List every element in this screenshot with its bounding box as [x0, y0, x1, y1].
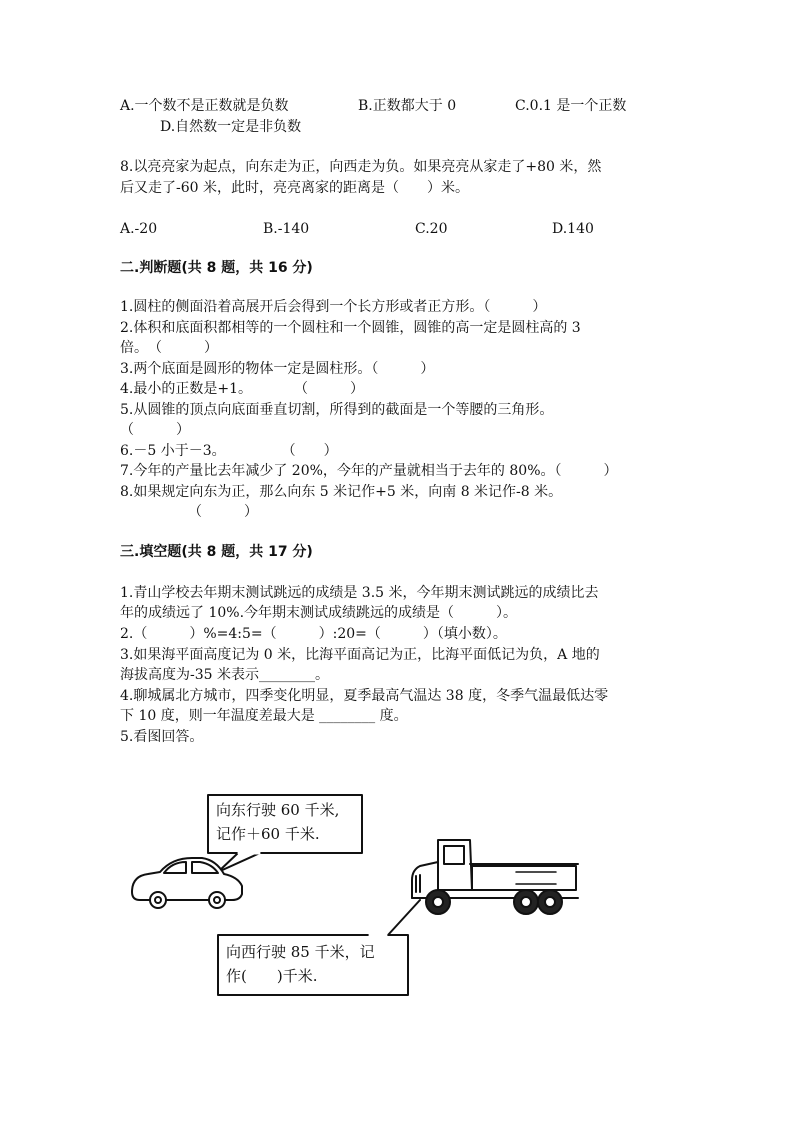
s3-line-5: 海拔高度为-35 米表示________。 — [120, 667, 329, 683]
s2-line-10: 8.如果规定向东为正，那么向东 5 米记作+5 米，向南 8 米记作-8 米。 — [120, 484, 563, 500]
section-2-title: 二.判断题(共 8 题，共 16 分) — [120, 260, 313, 276]
s2-line-6: 5.从圆锥的顶点向底面垂直切割，所得到的截面是一个等腰的三角形。 — [120, 402, 554, 418]
q7-option-a: A.一个数不是正数就是负数 — [120, 98, 289, 114]
vehicle-figure — [120, 780, 600, 1010]
q7-option-c: C.0.1 是一个正数 — [515, 98, 627, 114]
s3-line-6: 4.聊城属北方城市，四季变化明显，夏季最高气温达 38 度，冬季气温最低达零 — [120, 688, 609, 704]
q8-option-a: A.-20 — [120, 221, 158, 237]
section-3-title: 三.填空题(共 8 题，共 17 分) — [120, 544, 313, 560]
bubble-west-line-1: 向西行驶 85 千米，记 — [226, 943, 375, 961]
truck-icon — [412, 840, 578, 914]
s3-line-8: 5.看图回答。 — [120, 729, 204, 745]
s3-line-3: 2.（ ）%=4:5=（ ）:20=（ ）（填小数）。 — [120, 626, 507, 642]
q8-option-d: D.140 — [552, 221, 594, 237]
s2-line-2: 2.体积和底面积都相等的一个圆柱和一个圆锥，圆锥的高一定是圆柱高的 3 — [120, 320, 581, 336]
s2-line-8: 6.－5 小于－3。 （ ） — [120, 443, 338, 459]
q8-line-2: 后又走了-60 米，此时，亮亮离家的距离是（ ）米。 — [120, 180, 469, 196]
s2-line-11: （ ） — [188, 504, 258, 520]
s2-line-7: （ ） — [120, 422, 190, 438]
q8-option-c: C.20 — [415, 221, 448, 237]
bubble-east-line-1: 向东行驶 60 千米, — [216, 801, 340, 819]
bubble-east-line-2: 记作＋60 千米. — [216, 825, 320, 843]
q7-option-d: D.自然数一定是非负数 — [160, 119, 302, 135]
s2-line-5: 4.最小的正数是+1。 （ ） — [120, 381, 364, 397]
q8-option-b: B.-140 — [263, 221, 310, 237]
s2-line-9: 7.今年的产量比去年减少了 20%，今年的产量就相当于去年的 80%。（ ） — [120, 463, 618, 479]
s3-line-2: 年的成绩远了 10%.今年期末测试成绩跳远的成绩是（ ）。 — [120, 605, 518, 621]
bubble-west-line-2: 作( )千米. — [226, 967, 318, 985]
s3-line-7: 下 10 度，则一年温度差最大是 ________ 度。 — [120, 708, 408, 724]
s3-line-1: 1.青山学校去年期末测试跳远的成绩是 3.5 米，今年期末测试跳远的成绩比去 — [120, 585, 599, 601]
q7-option-b: B.正数都大于 0 — [358, 98, 457, 114]
s3-line-4: 3.如果海平面高度记为 0 米，比海平面高记为正，比海平面低记为负，A 地的 — [120, 647, 600, 663]
s2-line-4: 3.两个底面是圆形的物体一定是圆柱形。（ ） — [120, 361, 435, 377]
s2-line-3: 倍。 （ ） — [120, 340, 218, 356]
vehicle-illustration — [120, 780, 600, 1010]
s2-line-1: 1.圆柱的侧面沿着高展开后会得到一个长方形或者正方形。（ ） — [120, 299, 547, 315]
q8-line-1: 8.以亮亮家为起点，向东走为正，向西走为负。如果亮亮从家走了+80 米，然 — [120, 159, 602, 175]
